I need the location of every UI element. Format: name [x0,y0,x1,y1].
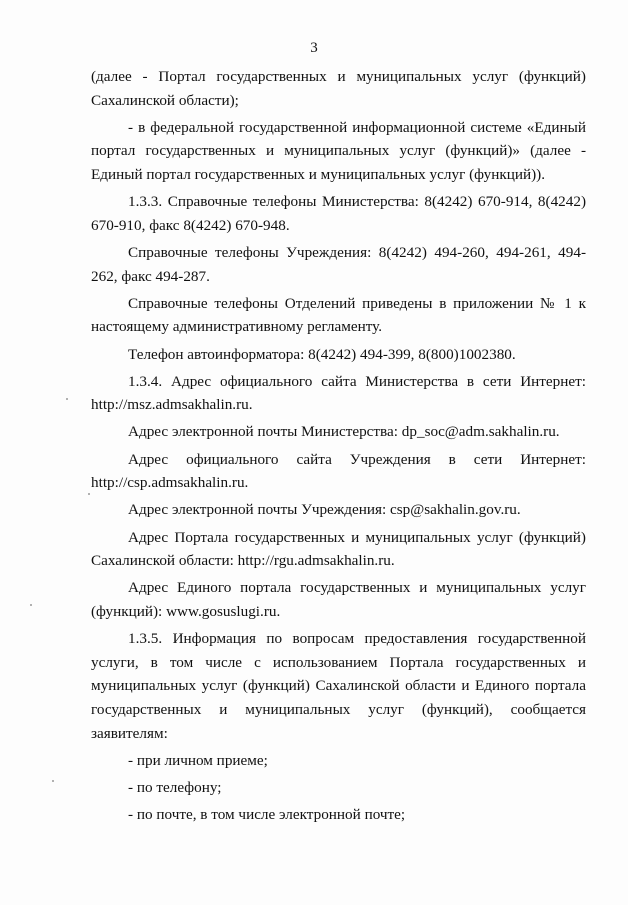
paragraph-regional-portal-address: Адрес Портала государственных и муниципальных услуг (функций) Сахалинской области: http://rgu.admsakhalin.ru. [91,528,586,570]
paragraph-federal-system: - в федеральной государственной информационной системе «Единый портал государственных и муниципальных услуг (функций)» (далее - Единый портал государственных и муниципальных услуг (функций)). [91,118,586,183]
list-item-by-mail: - по почте, в том числе электронной почте; [128,806,406,824]
paragraph-autoinformer-phone: Телефон автоинформатора: 8(4242) 494-399, 8(800)1002380. [128,345,516,363]
paragraph-institution-website: Адрес официального сайта Учреждения в сети Интернет: http://csp.admsakhalin.ru. [91,450,586,492]
scan-speck [88,493,90,495]
list-item-by-phone: - по телефону; [128,778,222,796]
list-item-personal-reception: - при личном приеме; [128,751,268,769]
paragraph-ministry-email: Адрес электронной почты Министерства: dp_soc@adm.sakhalin.ru. [128,423,560,441]
scan-speck [66,398,68,400]
page-number: 3 [310,40,318,56]
paragraph-ministry-phones: 1.3.3. Справочные телефоны Министерства: 8(4242) 670-914, 8(4242) 670-910, факс 8(4242) 670-948. [91,193,586,234]
scan-speck [52,780,54,782]
paragraph-department-phones: Справочные телефоны Отделений приведены в приложении № 1 к настоящему административному регламенту. [91,294,586,336]
document-body [91,65,586,827]
paragraph-information-provision: 1.3.5. Информация по вопросам предоставления государственной услуги, в том числе с использованием Портала государственных и муниципальных услуг (функций) Сахалинской области и Единого портала государственных и муниципальных услуг (функций), сообщается заявителям: [91,630,586,742]
paragraph-institution-email: Адрес электронной почты Учреждения: csp@sakhalin.gov.ru. [128,501,521,519]
paragraph-portal-continuation: (далее - Портал государственных и муниципальных услуг (функций) Сахалинской области); [91,68,586,109]
paragraph-institution-phones: Справочные телефоны Учреждения: 8(4242) 494-260, 494-261, 494-262, факс 494-287. [91,243,586,285]
scan-speck [30,604,32,606]
paragraph-ministry-website: 1.3.4. Адрес официального сайта Министерства в сети Интернет: http://msz.admsakhalin.ru. [91,372,586,414]
paragraph-unified-portal-address: Адрес Единого портала государственных и муниципальных услуг (функций): www.gosuslugi.ru. [91,579,586,620]
